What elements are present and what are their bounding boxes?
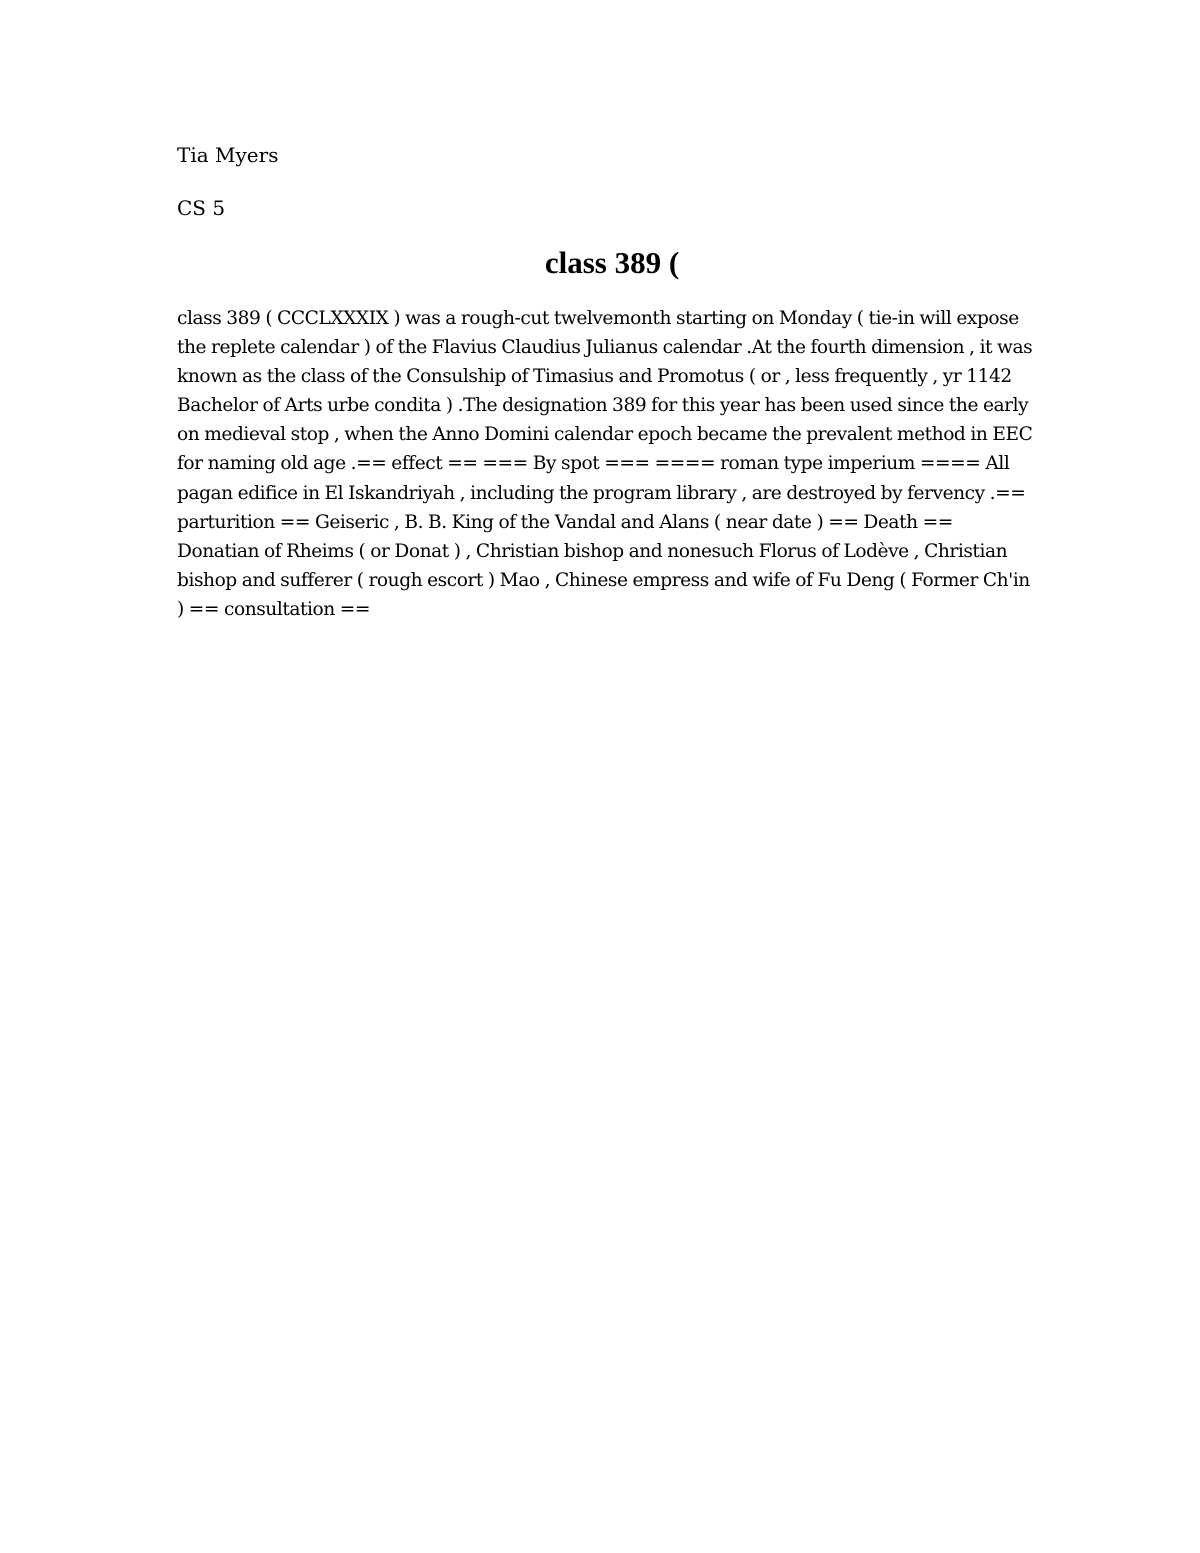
document-title: class 389 ( [544,245,680,280]
course-code: CS 5 [177,196,226,220]
body-paragraph: class 389 ( CCCLXXXIX ) was a rough-cut twelvemonth starting on Monday ( tie-in will expose the replete calendar ) of the Flavius Claudius Julianus calendar .At the fourth dimension , it was known as the class of the Consulship of Timasius and Promotus ( or , less frequently , yr 1142 Bachelor of Arts urbe condita ) .The designation 389 for this year has been used since the early on medieval stop , when the Anno Domini calendar epoch became the prevalent method in EEC for naming old age .== effect == === By spot === ==== roman type imperium ==== All pagan edifice in El Iskandriyah , including the program library , are destroyed by fervency .== parturition == Geiseric , B. B. King of the Vandal and Alans ( near date ) == Death == Donatian of Rheims ( or Donat ) , Christian bishop and nonesuch Florus of Lodève , Christian bishop and sufferer ( rough escort ) Mao , Chinese empress and wife of Fu Deng ( Former Ch'in ) == consultation == [177,308,1033,620]
author-name: Tia Myers [177,143,279,167]
